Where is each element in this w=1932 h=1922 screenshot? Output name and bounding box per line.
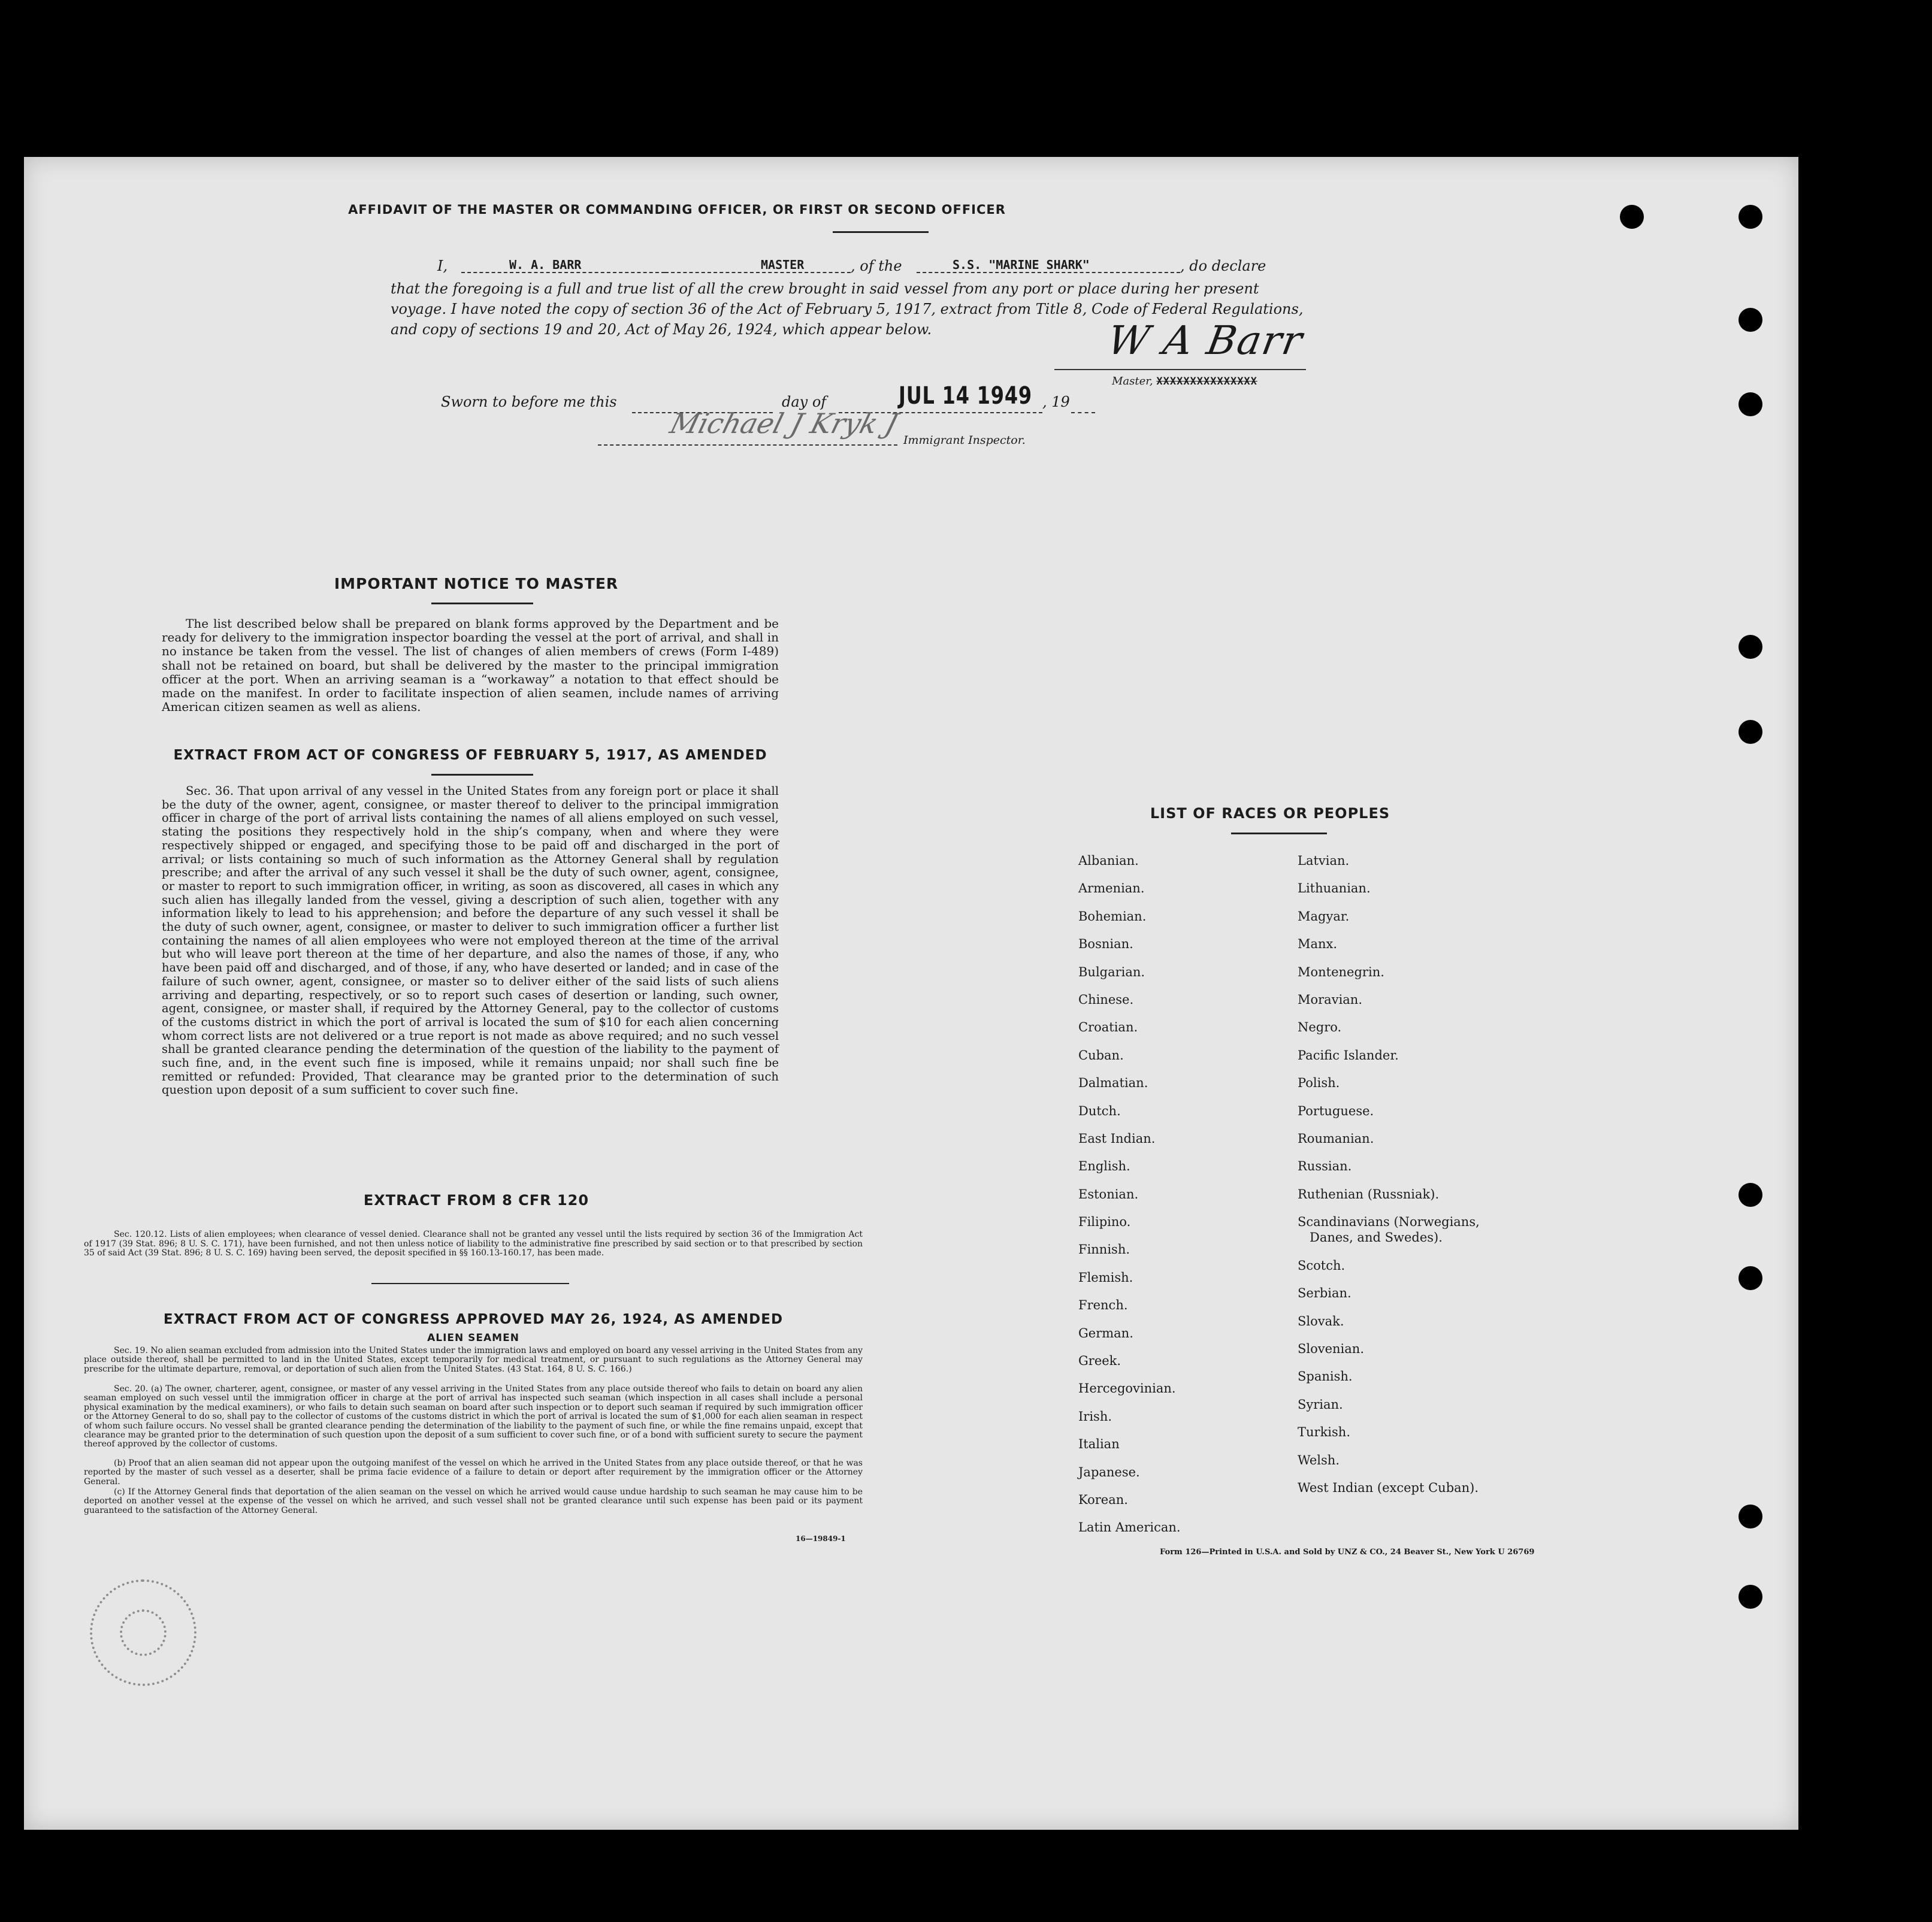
extract-1917-rule: [431, 774, 533, 776]
extract-1917-text: Sec. 36. That upon arrival of any vessel in the United States from any foreign port or place it shall be the duty of the owner, agent, consignee, or master thereof to deliver to the principal immigration officer in charge of the port of arrival lists containing the names of all aliens employed on such vessel, stating the positions they respectively hold in the ship’s company, when and where they were respectively shipped or engaged, and specifying those to be paid off and discharged in the port of arrival; or lists containing so much of such information as the Attorney General shall by regulation prescribe; and after the arrival of any such vessel it shall be the duty of such owner, agent, consignee, or master to report to such immigration officer, in writing, as soon as discovered, all cases in which any such alien has illegally landed from the vessel, giving a description of such alien, together with any information likely to lead to his apprehension; and before the departure of any such vessel it shall be the duty of such owner, agent, consignee, or master to deliver to such immigration officer a further list containing the names of all alien employees who were not employed thereon at the time of the arrival but who will leave port thereon at the time of her departure, and also the names of those, if any, who have been paid off and discharged, and of those, if any, who have deserted or landed; and in case of the failure of such owner, agent, consignee, or master so to deliver either of the said lists of such aliens arriving and departing, respectively, or so to report such cases of desertion or landing, such owner, agent, consignee, or master shall, if required by the Attorney General, pay to the collector of customs of the customs district in which the port of arrival is located the sum of $10 for each alien concerning whom correct lists are not delivered or a true report is not made as above required; and no such vessel shall be granted clearance pending the determination of the question of the liability to the payment of such fine, and, in the event such fine is imposed, while it remains unpaid; nor shall such fine be remitted or refunded: Provided, That clearance may be granted prior to the determination of such question upon deposit of a sum sufficient to cover such fine.: [162, 784, 779, 1097]
document-page: [24, 157, 1798, 1830]
section-20c-text: (c) If the Attorney General finds that deportation of the alien seaman on the vessel on which he arrived would cause undue hardship to such seaman he may cause him to be deported on another vessel at the expense of the vessel on which he arrived, and such vessel shall not be granted clearance until such expense has been paid or its payment guaranteed to the satisfaction of the Attorney General.: [84, 1487, 863, 1515]
race-item: Turkish.: [1298, 1425, 1350, 1440]
race-item: Negro.: [1298, 1020, 1342, 1035]
master-struck-text: XXXXXXXXXXXXXXX: [1156, 376, 1257, 388]
punch-hole: [1739, 205, 1762, 229]
punch-hole: [1739, 1505, 1762, 1528]
race-item: Flemish.: [1078, 1270, 1133, 1285]
race-item: French.: [1078, 1298, 1128, 1313]
date-stamp: JUL 14 1949: [899, 382, 1032, 410]
race-item: Pacific Islander.: [1298, 1048, 1399, 1063]
race-item: Latvian.: [1298, 853, 1350, 868]
races-heading: LIST OF RACES OR PEOPLES: [1150, 805, 1390, 822]
race-item: Dutch.: [1078, 1103, 1121, 1118]
race-item: English.: [1078, 1159, 1130, 1174]
race-item: East Indian.: [1078, 1131, 1156, 1146]
do-declare-label: , do declare: [1180, 258, 1266, 274]
race-item: Hercegovinian.: [1078, 1381, 1176, 1396]
punch-hole: [1739, 1183, 1762, 1207]
ink-stamp-inner: [120, 1609, 167, 1656]
race-item: Slovak.: [1298, 1313, 1344, 1328]
master-signature: W A Barr: [1104, 317, 1307, 364]
race-item: Dalmatian.: [1078, 1076, 1148, 1091]
master-label: Master,: [1112, 375, 1153, 388]
races-column-1: [1078, 847, 1181, 1542]
form-code: 16—19849-1: [796, 1534, 846, 1543]
race-item: Chinese.: [1078, 992, 1134, 1007]
cfr-text: Sec. 120.12. Lists of alien employees; when clearance of vessel denied. Clearance shall not be granted any vessel until the lists required by section 36 of the Immigration Act of 1917 (39 Stat. 896; 8 U. S. C. 171), have been furnished, and not then unless notice of liability to the administrative fine prescribed by said section or to that prescribed by section 35 of said Act (39 Stat. 896; 8 U. S. C. 169) having been served, the deposit specified in §§ 160.13-160.17, has been made.: [84, 1230, 863, 1258]
race-item: Scotch.: [1298, 1258, 1346, 1273]
race-item: Scandinavians (Norwegians,: [1298, 1215, 1480, 1230]
race-item: Lithuanian.: [1298, 881, 1371, 896]
i-label: I,: [437, 258, 448, 274]
race-item: Welsh.: [1298, 1452, 1340, 1467]
punch-hole: [1739, 308, 1762, 332]
master-signature-line: [1054, 369, 1306, 370]
race-item: Russian.: [1298, 1159, 1352, 1174]
affidavit-line-declaration: [437, 258, 1396, 278]
race-item: Albanian.: [1078, 853, 1139, 868]
cfr-rule: [371, 1283, 569, 1284]
inspector-label: Immigrant Inspector.: [903, 434, 1026, 447]
punch-hole: [1620, 205, 1644, 229]
affidavit-body-line-1: that the foregoing is a full and true list of all the crew brought in said vessel from any port or place during her present: [391, 280, 1259, 297]
punch-hole: [1739, 1585, 1762, 1609]
affidavit-body-line-3: and copy of sections 19 and 20, Act of May 26, 1924, which appear below.: [391, 321, 932, 338]
race-item: Polish.: [1298, 1076, 1340, 1091]
race-item: Portuguese.: [1298, 1103, 1374, 1118]
race-item: Italian: [1078, 1437, 1120, 1452]
race-item: Ruthenian (Russniak).: [1298, 1187, 1440, 1201]
races-heading-rule: [1231, 833, 1327, 834]
master-name-field: W. A. BARR: [461, 258, 665, 273]
punch-hole: [1739, 720, 1762, 744]
cfr-heading: EXTRACT FROM 8 CFR 120: [363, 1192, 589, 1209]
race-item: Greek.: [1078, 1354, 1121, 1369]
printer-footer: Form 126—Printed in U.S.A. and Sold by UNZ & CO., 24 Beaver St., New York U 26769: [1160, 1548, 1535, 1557]
race-item: Finnish.: [1078, 1242, 1130, 1257]
extract-1917-heading: EXTRACT FROM ACT OF CONGRESS OF FEBRUARY 5, 1917, AS AMENDED: [173, 747, 767, 763]
punch-hole: [1739, 635, 1762, 659]
race-item: Magyar.: [1298, 909, 1350, 924]
race-item: Moravian.: [1298, 992, 1363, 1007]
race-item: Montenegrin.: [1298, 964, 1384, 979]
race-item: Manx.: [1298, 937, 1338, 952]
vessel-name-field: S.S. "MARINE SHARK": [917, 258, 1180, 273]
race-item: Japanese.: [1078, 1464, 1140, 1479]
race-item: Estonian.: [1078, 1187, 1139, 1201]
race-item: Danes, and Swedes).: [1310, 1230, 1443, 1245]
master-title-line: [1112, 375, 1257, 388]
inspector-signature: Michael J Kryk J: [666, 407, 902, 440]
notice-heading: IMPORTANT NOTICE TO MASTER: [334, 575, 619, 592]
race-item: Slovenian.: [1298, 1342, 1364, 1357]
alien-seamen-subheading: ALIEN SEAMEN: [427, 1332, 519, 1344]
notice-heading-rule: [431, 603, 533, 604]
race-item: Bohemian.: [1078, 909, 1147, 924]
punch-hole: [1739, 1266, 1762, 1290]
race-item: German.: [1078, 1325, 1133, 1340]
notice-text: The list described below shall be prepared on blank forms approved by the Department and be ready for delivery to the immigration inspector boarding the vessel at the port of arrival, and shall in no instance be taken from the vessel. The list of changes of alien members of crews (Form I-489) shall not be retained on board, but shall be delivered by the master to the principal immigration officer at the port. When an arriving seaman is a “workaway” a notation to that effect should be made on the manifest. In order to facilitate inspection of alien seamen, include names of arriving American citizen seamen as well as aliens.: [162, 616, 779, 715]
race-item: Spanish.: [1298, 1369, 1353, 1384]
race-item: Bulgarian.: [1078, 964, 1145, 979]
day-of-label: day of: [782, 394, 827, 410]
rank-field: MASTER: [665, 258, 851, 273]
races-column-2: [1298, 847, 1480, 1502]
race-item: Korean.: [1078, 1492, 1128, 1507]
race-item: Cuban.: [1078, 1048, 1124, 1063]
section-20b-text: (b) Proof that an alien seaman did not appear upon the outgoing manifest of the vessel on which he arrived in the United States from any place outside thereof, or that he was reported by the master of such vessel as a deserter, shall be prima facie evidence of a failure to detain or deport after requirement by the immigration officer or the Attorney General.: [84, 1458, 863, 1487]
of-the-label: , of the: [851, 258, 902, 274]
section-20a-text: Sec. 20. (a) The owner, charterer, agent, consignee, or master of any vessel arriving in the United States from any place outside thereof who fails to detain on board any alien seaman employed on such vessel until the immigration officer in charge at the port of arrival has inspected such seaman (which inspection in all cases shall include a personal physical examination by the medical examiners), or who fails to detain such seaman on board after such inspection or to deport such seaman if required by such immigration officer or the Attorney General to do so, shall pay to the collector of customs of the customs district in which the port of arrival is located the sum of $1,000 for each alien seaman in respect of whom such failure occurs. No vessel shall be granted clearance pending the determination of the liability to the payment of such fine, or while the fine remains unpaid, except that clearance may be granted prior to the determination of such question upon the deposit of a sum sufficient to cover such fine, or of a bond with sufficient surety to secure the payment thereof approved by the collector of customs.: [84, 1384, 863, 1449]
section-19-text: Sec. 19. No alien seaman excluded from admission into the United States under the immigration laws and employed on board any vessel arriving in the United States from any place outside thereof, shall be permitted to land in the United States, except temporarily for medical treatment, or pursuant to such regulations as the Attorney General may prescribe for the ultimate departure, removal, or deportation of such alien from the United States. (43 Stat. 164, 8 U. S. C. 166.): [84, 1346, 863, 1374]
race-item: Croatian.: [1078, 1020, 1138, 1035]
race-item: West Indian (except Cuban).: [1298, 1481, 1479, 1495]
extract-1924-heading: EXTRACT FROM ACT OF CONGRESS APPROVED MAY 26, 1924, AS AMENDED: [163, 1312, 784, 1327]
race-item: Bosnian.: [1078, 937, 1133, 952]
affidavit-heading: AFFIDAVIT OF THE MASTER OR COMMANDING OFFICER, OR FIRST OR SECOND OFFICER: [348, 202, 1006, 217]
race-item: Latin American.: [1078, 1520, 1181, 1535]
affidavit-heading-rule: [833, 231, 929, 233]
race-item: Armenian.: [1078, 881, 1145, 896]
punch-hole: [1739, 392, 1762, 416]
year-label: , 19: [1042, 394, 1070, 410]
race-item: Serbian.: [1298, 1286, 1352, 1301]
race-item: Roumanian.: [1298, 1131, 1374, 1146]
sworn-label: Sworn to before me this: [441, 394, 617, 410]
race-item: Irish.: [1078, 1409, 1112, 1424]
race-item: Syrian.: [1298, 1397, 1343, 1412]
year-field: [1071, 396, 1095, 413]
race-item: Filipino.: [1078, 1215, 1131, 1230]
affidavit-body-line-2: voyage. I have noted the copy of section 36 of the Act of February 5, 1917, extract from Title 8, Code of Federal Regulations,: [391, 301, 1304, 317]
